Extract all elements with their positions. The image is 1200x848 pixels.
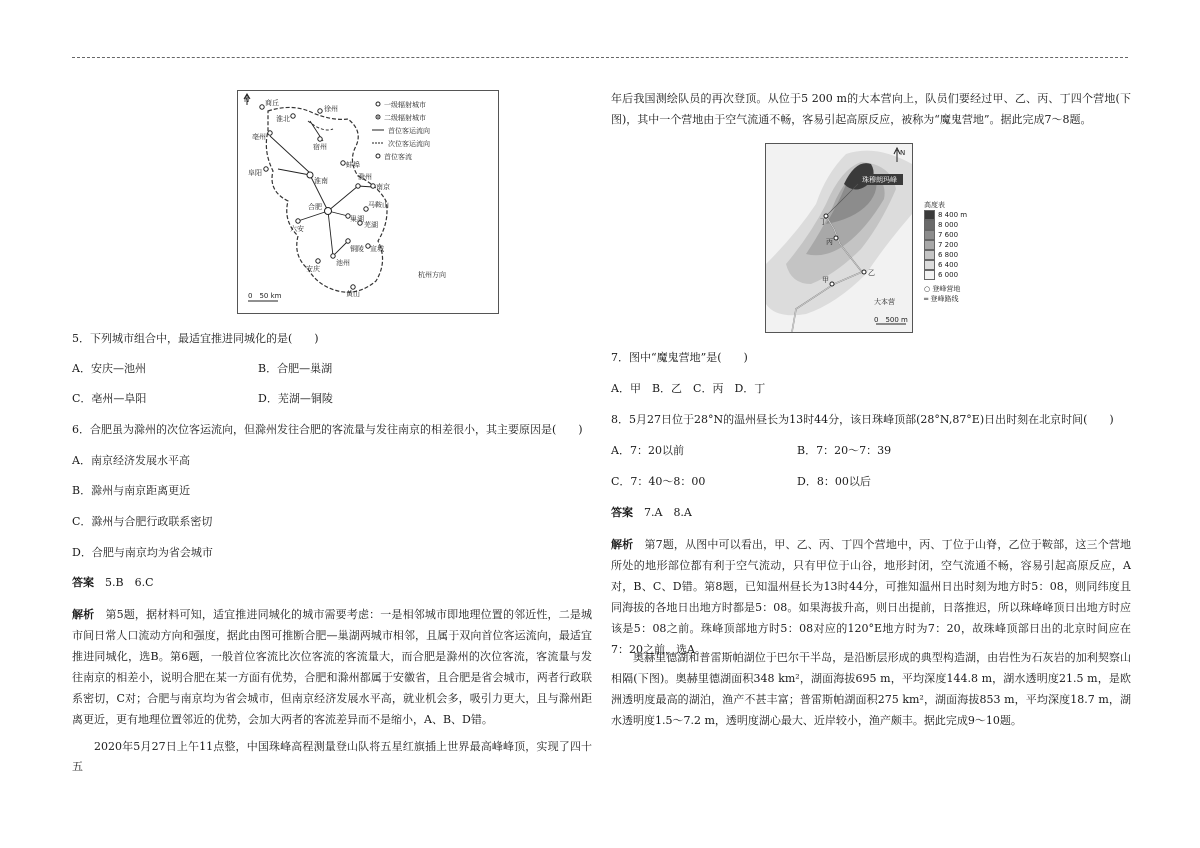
svg-text:徐州: 徐州 <box>324 105 338 113</box>
answer-5-6 <box>72 573 592 593</box>
svg-text:阜阳: 阜阳 <box>248 169 262 177</box>
north-label: N <box>244 96 250 104</box>
legend-level: 8 400 m <box>924 210 994 220</box>
question-6: 6．合肥虽为滁州的次位客运流向，但滁州发往合肥的客流量与发往南京的相差很小，其主要原因是( ) <box>72 423 583 436</box>
legend-primary-passenger: 首位客流 <box>384 153 412 161</box>
north-label-2: N <box>900 149 906 157</box>
q8-option-b: B．7：20～7：39 <box>797 444 892 457</box>
legend-swatch <box>924 230 935 240</box>
q6-option-a: A．南京经济发展水平高 <box>72 454 190 467</box>
peak-label: 珠穆朗玛峰 <box>862 176 897 184</box>
legend-swatch <box>924 270 935 280</box>
anhui-passenger-flow-map <box>237 90 499 314</box>
q6-option-d: D．合肥与南京均为省会城市 <box>72 546 213 559</box>
svg-text:淮南: 淮南 <box>314 177 328 185</box>
answer-text: 5.B 6.C <box>105 576 154 589</box>
svg-text:乙: 乙 <box>868 269 875 277</box>
legend-primary-flow: 首位客运流向 <box>388 127 430 135</box>
map2-scale: 0 500 m <box>874 316 908 324</box>
legend-swatch <box>924 250 935 260</box>
legend-second: 二级辐射城市 <box>384 114 426 122</box>
legend-secondary-flow: 次位客运流向 <box>388 140 430 148</box>
legend-first: 一级辐射城市 <box>384 101 426 109</box>
legend-swatch <box>924 240 935 250</box>
intro-7-8: 2020年5月27日上午11点整，中国珠峰高程测量登山队将五星红旗插上世界最高峰峰顶，实现了四十五 <box>72 740 592 773</box>
q8-option-d: D．8：00以后 <box>797 475 871 488</box>
svg-text:丁: 丁 <box>820 218 827 226</box>
svg-text:马鞍山: 马鞍山 <box>368 201 389 209</box>
base-camp-label: 大本营 <box>874 298 895 306</box>
question-5: 5．下列城市组合中，最适宜推进同城化的是( ) <box>72 332 319 345</box>
legend-level: 6 400 <box>924 260 994 270</box>
svg-text:滁州: 滁州 <box>358 173 372 181</box>
legend-level: 6 000 <box>924 270 994 280</box>
svg-text:丙: 丙 <box>826 238 833 246</box>
svg-text:商丘: 商丘 <box>265 99 279 107</box>
answer-7-8: 答案 7.A 8.A <box>611 506 692 519</box>
svg-text:淮北: 淮北 <box>276 115 290 123</box>
q6-option-b: B．滁州与南京距离更近 <box>72 484 191 497</box>
question-7: 7．图中“魔鬼营地”是( ) <box>611 351 748 364</box>
question-8: 8．5月27日位于28°N的温州昼长为13时44分，该日珠峰顶部(28°N,87°E)日出时刻在北京时间( ) <box>611 413 1114 426</box>
header-rule <box>72 57 1128 58</box>
answer-label: 答案 <box>72 576 94 589</box>
svg-text:亳州: 亳州 <box>252 133 266 141</box>
analysis-7-8: 解析 第7题，从图中可以看出，甲、乙、丙、丁四个营地中，丙、丁位于山脊，乙位于鞍部，这三个营地所处的地形部位都有利于空气流动，只有甲位于山谷，地形封闭，空气流通不畅，容易引起高原反应，A对，B、C、D错。第8题，已知温州昼长为13时44分，可推知温州日出时刻为地方时5：08，则同纬度且同海拔的各地日出地方时都是5：08。如果海拔升高，则日出提前，日落推迟，所以珠峰峰顶日出地方时应该是5：08之前。珠峰顶部地方时5：08对应的120°E地方时为7：20，故珠峰顶部日出的北京时间应在7：20之前，选A。 <box>611 538 1132 656</box>
svg-text:芜湖: 芜湖 <box>364 221 378 229</box>
svg-text:铜陵: 铜陵 <box>350 245 364 253</box>
q7-options: A．甲 B．乙 C．丙 D．丁 <box>611 382 766 395</box>
svg-text:安庆: 安庆 <box>306 265 320 273</box>
q8-option-a: A．7：20以前 <box>611 444 684 457</box>
svg-text:巢湖: 巢湖 <box>350 215 364 223</box>
analysis-5-6 <box>72 604 592 730</box>
svg-text:宣城: 宣城 <box>370 245 384 253</box>
svg-text:杭州方向: 杭州方向 <box>418 271 446 279</box>
legend-level: 8 000 <box>924 220 994 230</box>
analysis-label: 解析 <box>72 608 95 621</box>
legend-route: ═ 登峰路线 <box>924 295 959 303</box>
legend-level: 7 600 <box>924 230 994 240</box>
legend-level: 6 800 <box>924 250 994 260</box>
svg-text:蚌埠: 蚌埠 <box>346 161 360 169</box>
elevation-legend <box>924 200 994 304</box>
svg-text:合肥: 合肥 <box>308 203 322 211</box>
legend-level: 7 200 <box>924 240 994 250</box>
svg-text:南京: 南京 <box>376 183 390 191</box>
q5-option-a: A．安庆—池州 <box>72 362 146 375</box>
legend-swatch <box>924 220 935 230</box>
svg-text:池州: 池州 <box>336 259 350 267</box>
svg-text:宿州: 宿州 <box>313 143 327 151</box>
everest-camp-map <box>765 143 913 333</box>
q5-option-b: B．合肥—巢湖 <box>258 362 333 375</box>
svg-text:六安: 六安 <box>290 225 304 233</box>
legend-swatch <box>924 260 935 270</box>
legend-title: 高度表 <box>924 201 945 209</box>
svg-text:黄山: 黄山 <box>346 290 360 298</box>
map1-scale: 0 50 km <box>248 292 282 300</box>
analysis-text: 第5题，据材料可知，适宜推进同城化的城市需要考虑：一是相邻城市即地理位置的邻近性，二是城市间日常人口流动方向和强度，据此由图可推断合肥—巢湖两城市相邻，且属于双向首位客运流向，最适宜推进同城化，选B。第6题，一般首位客流比次位客流的客流量大，而合肥是滁州的次位客流，客流量与发往南京的相差小，说明合肥在某一方面有优势，合肥和滁州都属于安徽省，且合肥是省会城市，两者行政联系密切，C对；合肥与南京均为省会城市，但南京经济发展水平高，就业机会多，吸引力更大，且与滁州距离更近，更有地理位置邻近的优势，会加大两者的客流差异而不是缩小，A、B、D错。 <box>72 608 593 726</box>
legend-camp: ○ 登峰营地 <box>924 285 961 293</box>
q6-option-c: C．滁州与合肥行政联系密切 <box>72 515 213 528</box>
intro-continued: 年后我国测绘队员的再次登顶。从位于5 200 m的大本营向上，队员们要经过甲、乙、丙、丁四个营地(下图)，其中一个营地由于空气流通不畅，客易引起高原反应，被称为“魔鬼营地”。据此完成7～8题。 <box>611 92 1131 126</box>
svg-text:甲: 甲 <box>822 276 829 284</box>
legend-swatch <box>924 210 935 220</box>
q5-option-d: D．芜湖—铜陵 <box>258 392 333 405</box>
q5-option-c: C．亳州—阜阳 <box>72 392 147 405</box>
q8-option-c: C．7：40～8：00 <box>611 475 706 488</box>
intro-9-10: 奥赫里德湖和普雷斯帕湖位于巴尔干半岛，是沿断层形成的典型构造湖，由岩性为石灰岩的加利契察山相隔(下图)。奥赫里德湖面积348 km²，湖面海拔695 m，平均深度144.8 m，湖水透明度21.5 m，是欧洲透明度最高的湖泊，渔产不甚丰富；普雷斯帕湖面积275 km²，湖面海拔853 m，平均深度18.7 m，湖水透明度1.5～7.2 m，透明度湖心最大、近岸较小，渔产颇丰。据此完成9～10题。 <box>611 651 1131 727</box>
